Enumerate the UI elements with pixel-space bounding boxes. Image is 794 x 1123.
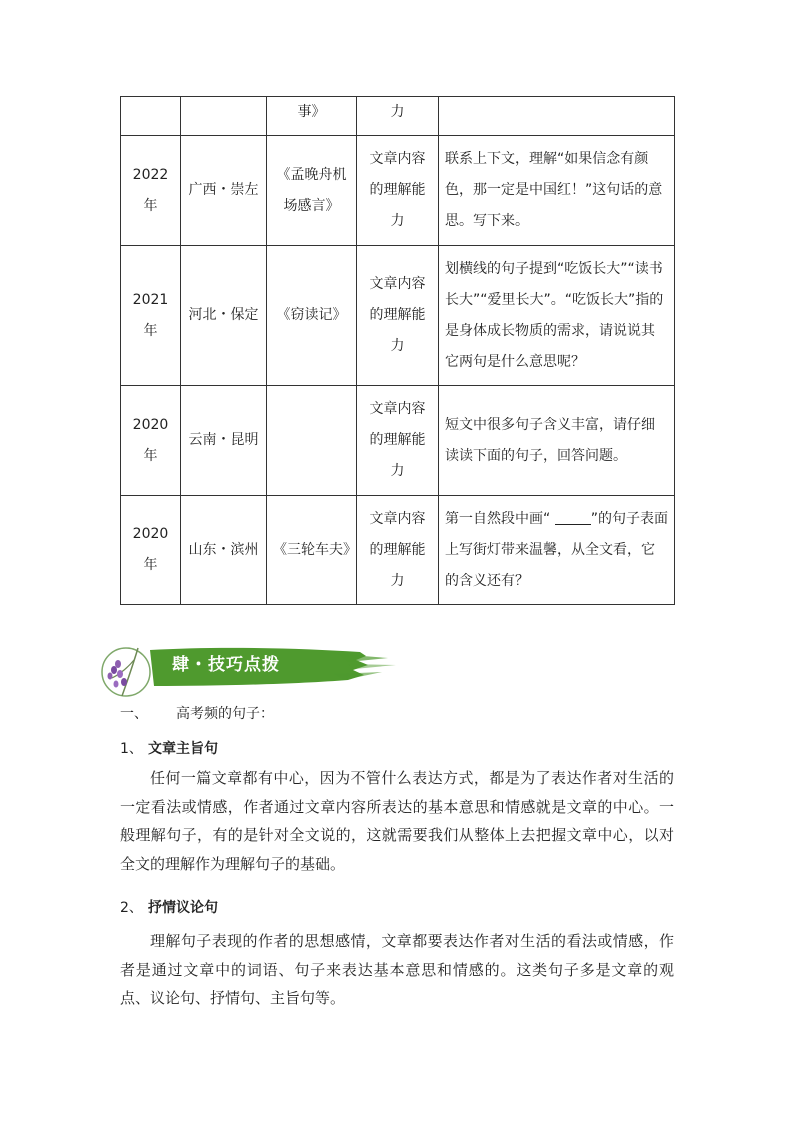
subheading-title: 抒情议论句 bbox=[148, 900, 218, 916]
title-cell: 《窃读记》 bbox=[267, 246, 357, 386]
question-cell: 划横线的句子提到“吃饭长大”“读书长大”“爱里长大”。“吃饭长大”指的是身体成长物质的需求，请说说其它两句是什么意思呢？ bbox=[439, 246, 675, 386]
skill-cell: 力 bbox=[357, 97, 439, 136]
section-number: 一、 bbox=[120, 706, 148, 722]
year-cell: 2020 年 bbox=[121, 386, 181, 496]
year-cell bbox=[121, 97, 181, 136]
region-cell: 广西・崇左 bbox=[181, 136, 267, 246]
title-cell: 《孟晚舟机场感言》 bbox=[267, 136, 357, 246]
question-cell bbox=[439, 496, 675, 605]
title-cell bbox=[267, 386, 357, 496]
title-cell: 《三轮车夫》 bbox=[267, 496, 357, 605]
table-row bbox=[121, 496, 675, 605]
table-row bbox=[121, 136, 675, 246]
region-cell: 河北・保定 bbox=[181, 246, 267, 386]
section-banner-title: 肆・技巧点拨 bbox=[172, 655, 280, 675]
exam-question-table bbox=[120, 96, 675, 605]
year-cell: 2022 年 bbox=[121, 136, 181, 246]
question-text-start: 第一自然段中画“ bbox=[445, 510, 555, 527]
skill-cell: 文章内容的理解能力 bbox=[357, 386, 439, 496]
underline-blank bbox=[555, 510, 591, 525]
skill-cell: 文章内容的理解能力 bbox=[357, 136, 439, 246]
region-cell: 山东・滨州 bbox=[181, 496, 267, 605]
question-cell: 联系上下文，理解“如果信念有颜色，那一定是中国红！”这句话的意思。写下来。 bbox=[439, 136, 675, 246]
region-cell bbox=[181, 97, 267, 136]
subheading-2 bbox=[120, 897, 218, 917]
year-cell: 2020 年 bbox=[121, 496, 181, 605]
subheading-title: 文章主旨句 bbox=[148, 741, 218, 757]
subheading-number: 1、 bbox=[120, 741, 143, 757]
table-row bbox=[121, 246, 675, 386]
question-text-end: ”的句子表面上写街灯带来温馨，从全文看，它的含义还有？ bbox=[445, 510, 668, 589]
paragraph-2: 理解句子表现的作者的思想感情，文章都要表达作者对生活的看法或情感，作者是通过文章中的词语、句子来表达基本意思和情感的。这类句子多是文章的观点、议论句、抒情句、主旨句等。 bbox=[120, 932, 674, 1007]
question-cell: 短文中很多句子含义丰富，请仔细读读下面的句子，回答问题。 bbox=[439, 386, 675, 496]
skill-cell: 文章内容的理解能力 bbox=[357, 496, 439, 605]
region-cell: 云南・昆明 bbox=[181, 386, 267, 496]
title-cell: 事》 bbox=[267, 97, 357, 136]
lavender-icon bbox=[102, 648, 150, 696]
question-cell bbox=[439, 97, 675, 136]
subheading-1 bbox=[120, 738, 218, 758]
section-title: 高考频的句子： bbox=[176, 706, 274, 722]
skill-cell: 文章内容的理解能力 bbox=[357, 246, 439, 386]
table-row bbox=[121, 97, 675, 136]
paragraph-1: 任何一篇文章都有中心，因为不管什么表达方式，都是为了表达作者对生活的一定看法或情感，作者通过文章内容所表达的基本意思和情感就是文章的中心。一般理解句子，有的是针对全文说的，这就需要我们从整体上去把握文章中心，以对全文的理解作为理解句子的基础。 bbox=[120, 769, 674, 873]
year-cell: 2021 年 bbox=[121, 246, 181, 386]
section-heading bbox=[120, 703, 274, 723]
subheading-number: 2、 bbox=[120, 900, 143, 916]
table-row bbox=[121, 386, 675, 496]
